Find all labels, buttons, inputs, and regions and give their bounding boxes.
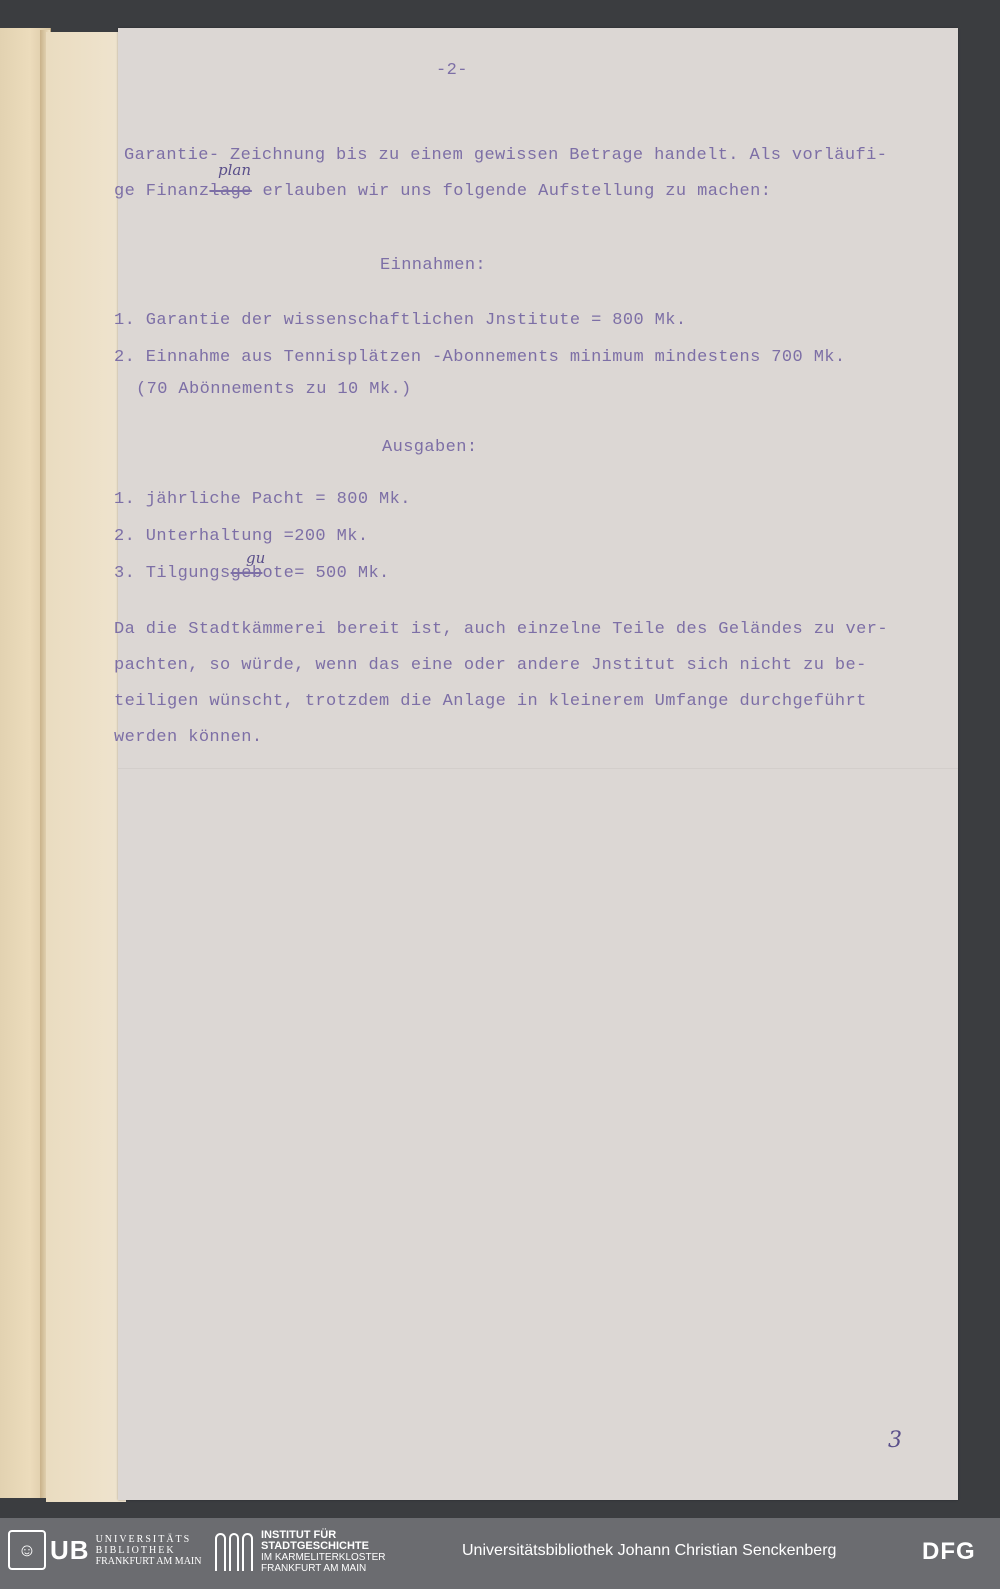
ub-line-2: BIBLIOTHEK [95,1544,176,1556]
expense-item-1: 1. jährliche Pacht = 800 Mk. [114,490,411,509]
handwritten-page-mark: 3 [888,1428,902,1453]
footer-bar [0,1518,1000,1589]
dfg-logo[interactable]: DFG [922,1538,976,1565]
handwritten-plan: plan [218,161,252,179]
ub-letters: UB [50,1534,90,1565]
paragraph-line-4: werden können. [114,728,263,747]
ub-line-1: UNIVERSITÄTS [95,1533,192,1545]
paragraph-line-1: Da die Stadtkämmerei bereit ist, auch einzelne Teile des Geländes zu ver- [114,620,888,639]
underlying-sheet [46,32,126,1502]
document-page [114,28,958,1500]
ub-logo[interactable] [8,1530,201,1570]
paragraph-line-2: pachten, so würde, wenn das eine oder andere Jnstitut sich nicht zu be- [114,656,867,675]
ifs-line-1: INSTITUT FÜR [261,1529,337,1541]
struck-syllable-geb: geb [230,564,263,583]
ifs-logo[interactable] [215,1530,385,1574]
page-number: -2- [436,61,468,80]
income-item-2: 2. Einnahme aus Tennisplätzen -Abonnements minimum mindestens 700 Mk. [114,348,846,367]
income-item-1: 1. Garantie der wissenschaftlichen Jnstitute = 800 Mk. [114,311,687,330]
struck-word-lage: lage [209,182,252,201]
paragraph-line-3: teiligen wünscht, trotzdem die Anlage in kleinerem Umfange durchgeführt [114,692,867,711]
ub-line-3: FRANKFURT AM MAIN [95,1555,202,1567]
expense-item-2: 2. Unterhaltung =200 Mk. [114,527,369,546]
ifs-line-4: FRANKFURT AM MAIN [261,1563,367,1574]
ifs-line-2: STADTGESCHICHTE [261,1540,369,1552]
expense-item-3: 3. Tilgungsgebote= 500 Mk. [114,564,390,583]
text-line-1: Garantie- Zeichnung bis zu einem gewissen Betrage handelt. Als vorläufi- [124,146,888,165]
heading-income: Einnahmen: [380,256,487,275]
heading-expenses: Ausgaben: [382,438,478,457]
income-item-2-note: (70 Abönnements zu 10 Mk.) [136,380,412,399]
handwritten-gu: gu [246,549,266,567]
ifs-line-3: IM KARMELITERKLOSTER [261,1552,386,1563]
library-title[interactable]: Universitätsbibliothek Johann Christian Senckenberg [462,1542,837,1559]
text-line-2: ge Finanzlage erlauben wir uns folgende Aufstellung zu machen: [114,182,772,201]
portrait-icon: ☺ [8,1530,46,1570]
arches-icon [215,1533,253,1571]
